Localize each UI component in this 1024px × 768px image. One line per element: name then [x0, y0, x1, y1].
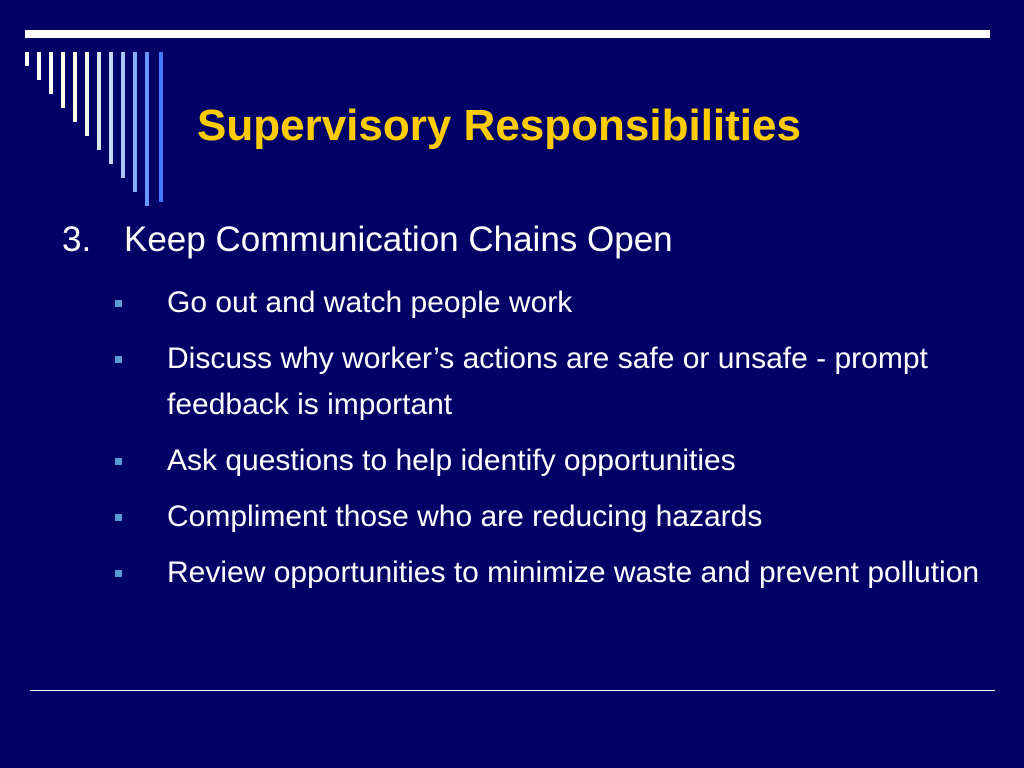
stripe: [159, 52, 163, 202]
stripe: [109, 52, 113, 164]
stripe: [37, 52, 41, 80]
heading-text: Keep Communication Chains Open: [124, 220, 673, 259]
section-heading: [62, 216, 673, 264]
stripe: [61, 52, 65, 108]
list-item: [0, 494, 987, 540]
bullet-text: Ask questions to help identify opportunities: [167, 444, 736, 477]
bullet-square-icon: [115, 356, 122, 363]
stripe: [145, 52, 149, 206]
list-item: [0, 438, 987, 484]
bullet-text: Review opportunities to minimize waste and prevent pollution: [167, 556, 980, 589]
stripe: [73, 52, 77, 122]
bullet-square-icon: [115, 514, 122, 521]
bullet-square-icon: [115, 300, 122, 307]
stripe: [97, 52, 101, 150]
bullet-text: Go out and watch people work: [167, 286, 573, 319]
bullet-text: Discuss why worker’s actions are safe or unsafe - prompt feedback is important: [167, 342, 928, 421]
stripe: [121, 52, 125, 178]
bullet-list: [0, 280, 987, 606]
list-item: [0, 550, 987, 596]
stripe: [85, 52, 89, 136]
list-item: [0, 336, 987, 428]
bullet-square-icon: [115, 458, 122, 465]
bullet-square-icon: [115, 570, 122, 577]
bullet-text: Compliment those who are reducing hazards: [167, 500, 763, 533]
bottom-rule: [30, 690, 995, 691]
stripe: [133, 52, 137, 192]
top-rule: [25, 30, 990, 38]
stripe: [49, 52, 53, 94]
heading-number: 3.: [62, 220, 92, 259]
list-item: [0, 280, 987, 326]
stripe: [25, 52, 29, 66]
slide-title: Supervisory Responsibilities: [197, 101, 801, 150]
